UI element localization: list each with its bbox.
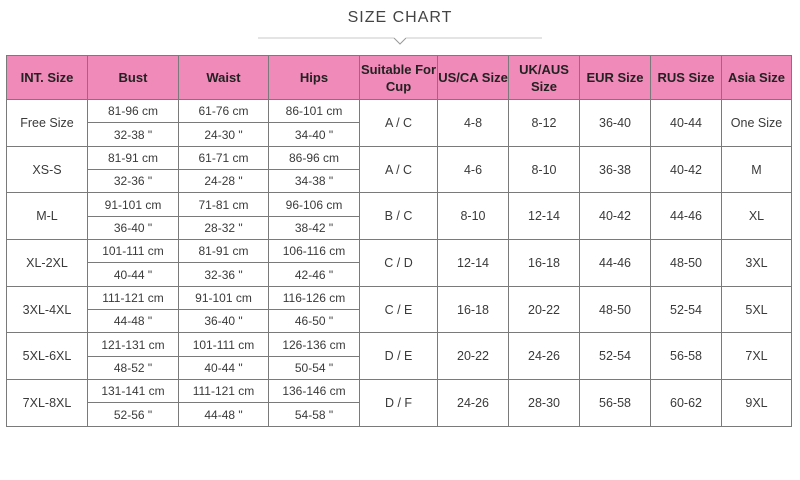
eur-cell: 44-46 (580, 240, 651, 287)
bust-cm-cell: 131-141 cm (88, 380, 179, 403)
int-size-cell: 7XL-8XL (7, 380, 88, 427)
header-uk-aus: UK/AUS Size (509, 56, 580, 100)
waist-cm-cell: 71-81 cm (179, 193, 269, 216)
waist-cm-cell: 101-111 cm (179, 333, 269, 356)
header-bust: Bust (88, 56, 179, 100)
waist-in-cell: 28-32 " (179, 216, 269, 239)
uk-aus-cell: 20-22 (509, 286, 580, 333)
asia-cell: 3XL (722, 240, 792, 287)
uk-aus-cell: 12-14 (509, 193, 580, 240)
rus-cell: 56-58 (651, 333, 722, 380)
us-ca-cell: 4-8 (438, 100, 509, 147)
rus-cell: 40-42 (651, 146, 722, 193)
waist-cm-cell: 61-71 cm (179, 146, 269, 169)
hips-in-cell: 34-38 " (269, 170, 360, 193)
table-row (7, 146, 792, 169)
cup-cell: D / E (360, 333, 438, 380)
bust-in-cell: 44-48 " (88, 310, 179, 333)
us-ca-cell: 20-22 (438, 333, 509, 380)
hips-cm-cell: 86-101 cm (269, 100, 360, 123)
waist-in-cell: 36-40 " (179, 310, 269, 333)
waist-cm-cell: 61-76 cm (179, 100, 269, 123)
waist-in-cell: 44-48 " (179, 403, 269, 427)
int-size-cell: 5XL-6XL (7, 333, 88, 380)
rus-cell: 48-50 (651, 240, 722, 287)
eur-cell: 48-50 (580, 286, 651, 333)
bust-in-cell: 52-56 " (88, 403, 179, 427)
table-row (7, 100, 792, 123)
eur-cell: 56-58 (580, 380, 651, 427)
hips-cm-cell: 86-96 cm (269, 146, 360, 169)
uk-aus-cell: 24-26 (509, 333, 580, 380)
us-ca-cell: 8-10 (438, 193, 509, 240)
header-rus: RUS Size (651, 56, 722, 100)
cup-cell: A / C (360, 146, 438, 193)
bust-cm-cell: 121-131 cm (88, 333, 179, 356)
size-chart-table (6, 55, 792, 427)
int-size-cell: M-L (7, 193, 88, 240)
hips-in-cell: 34-40 " (269, 123, 360, 146)
cup-cell: A / C (360, 100, 438, 147)
cup-cell: D / F (360, 380, 438, 427)
bust-in-cell: 36-40 " (88, 216, 179, 239)
rus-cell: 40-44 (651, 100, 722, 147)
int-size-cell: Free Size (7, 100, 88, 147)
bust-in-cell: 40-44 " (88, 263, 179, 286)
waist-cm-cell: 111-121 cm (179, 380, 269, 403)
us-ca-cell: 12-14 (438, 240, 509, 287)
waist-in-cell: 40-44 " (179, 356, 269, 379)
asia-cell: 7XL (722, 333, 792, 380)
int-size-cell: 3XL-4XL (7, 286, 88, 333)
waist-in-cell: 32-36 " (179, 263, 269, 286)
int-size-cell: XS-S (7, 146, 88, 193)
cup-cell: B / C (360, 193, 438, 240)
page-title: SIZE CHART (347, 9, 453, 26)
bust-in-cell: 32-36 " (88, 170, 179, 193)
hips-cm-cell: 106-116 cm (269, 240, 360, 263)
header-us-ca: US/CA Size (438, 56, 509, 100)
eur-cell: 40-42 (580, 193, 651, 240)
header-hips: Hips (269, 56, 360, 100)
header-row (7, 56, 792, 100)
uk-aus-cell: 8-10 (509, 146, 580, 193)
us-ca-cell: 16-18 (438, 286, 509, 333)
header-cup: Suitable For Cup (360, 56, 438, 100)
bust-cm-cell: 111-121 cm (88, 286, 179, 309)
header-waist: Waist (179, 56, 269, 100)
rus-cell: 60-62 (651, 380, 722, 427)
header-int-size: INT. Size (7, 56, 88, 100)
cup-cell: C / D (360, 240, 438, 287)
waist-in-cell: 24-28 " (179, 170, 269, 193)
waist-cm-cell: 81-91 cm (179, 240, 269, 263)
table-row (7, 286, 792, 309)
hips-in-cell: 54-58 " (269, 403, 360, 427)
table-row (7, 193, 792, 216)
hips-cm-cell: 96-106 cm (269, 193, 360, 216)
asia-cell: XL (722, 193, 792, 240)
hips-in-cell: 42-46 " (269, 263, 360, 286)
hips-in-cell: 38-42 " (269, 216, 360, 239)
cup-cell: C / E (360, 286, 438, 333)
header-asia: Asia Size (722, 56, 792, 100)
eur-cell: 36-38 (580, 146, 651, 193)
hips-in-cell: 46-50 " (269, 310, 360, 333)
rus-cell: 52-54 (651, 286, 722, 333)
bust-in-cell: 48-52 " (88, 356, 179, 379)
waist-in-cell: 24-30 " (179, 123, 269, 146)
bust-in-cell: 32-38 " (88, 123, 179, 146)
asia-cell: M (722, 146, 792, 193)
table-row (7, 380, 792, 403)
title-divider (258, 37, 542, 47)
us-ca-cell: 4-6 (438, 146, 509, 193)
bust-cm-cell: 81-96 cm (88, 100, 179, 123)
asia-cell: 9XL (722, 380, 792, 427)
hips-cm-cell: 136-146 cm (269, 380, 360, 403)
eur-cell: 36-40 (580, 100, 651, 147)
eur-cell: 52-54 (580, 333, 651, 380)
asia-cell: One Size (722, 100, 792, 147)
hips-cm-cell: 116-126 cm (269, 286, 360, 309)
uk-aus-cell: 16-18 (509, 240, 580, 287)
bust-cm-cell: 91-101 cm (88, 193, 179, 216)
int-size-cell: XL-2XL (7, 240, 88, 287)
us-ca-cell: 24-26 (438, 380, 509, 427)
hips-cm-cell: 126-136 cm (269, 333, 360, 356)
hips-in-cell: 50-54 " (269, 356, 360, 379)
rus-cell: 44-46 (651, 193, 722, 240)
uk-aus-cell: 8-12 (509, 100, 580, 147)
uk-aus-cell: 28-30 (509, 380, 580, 427)
table-row (7, 240, 792, 263)
bust-cm-cell: 81-91 cm (88, 146, 179, 169)
bust-cm-cell: 101-111 cm (88, 240, 179, 263)
asia-cell: 5XL (722, 286, 792, 333)
table-row (7, 333, 792, 356)
header-eur: EUR Size (580, 56, 651, 100)
waist-cm-cell: 91-101 cm (179, 286, 269, 309)
